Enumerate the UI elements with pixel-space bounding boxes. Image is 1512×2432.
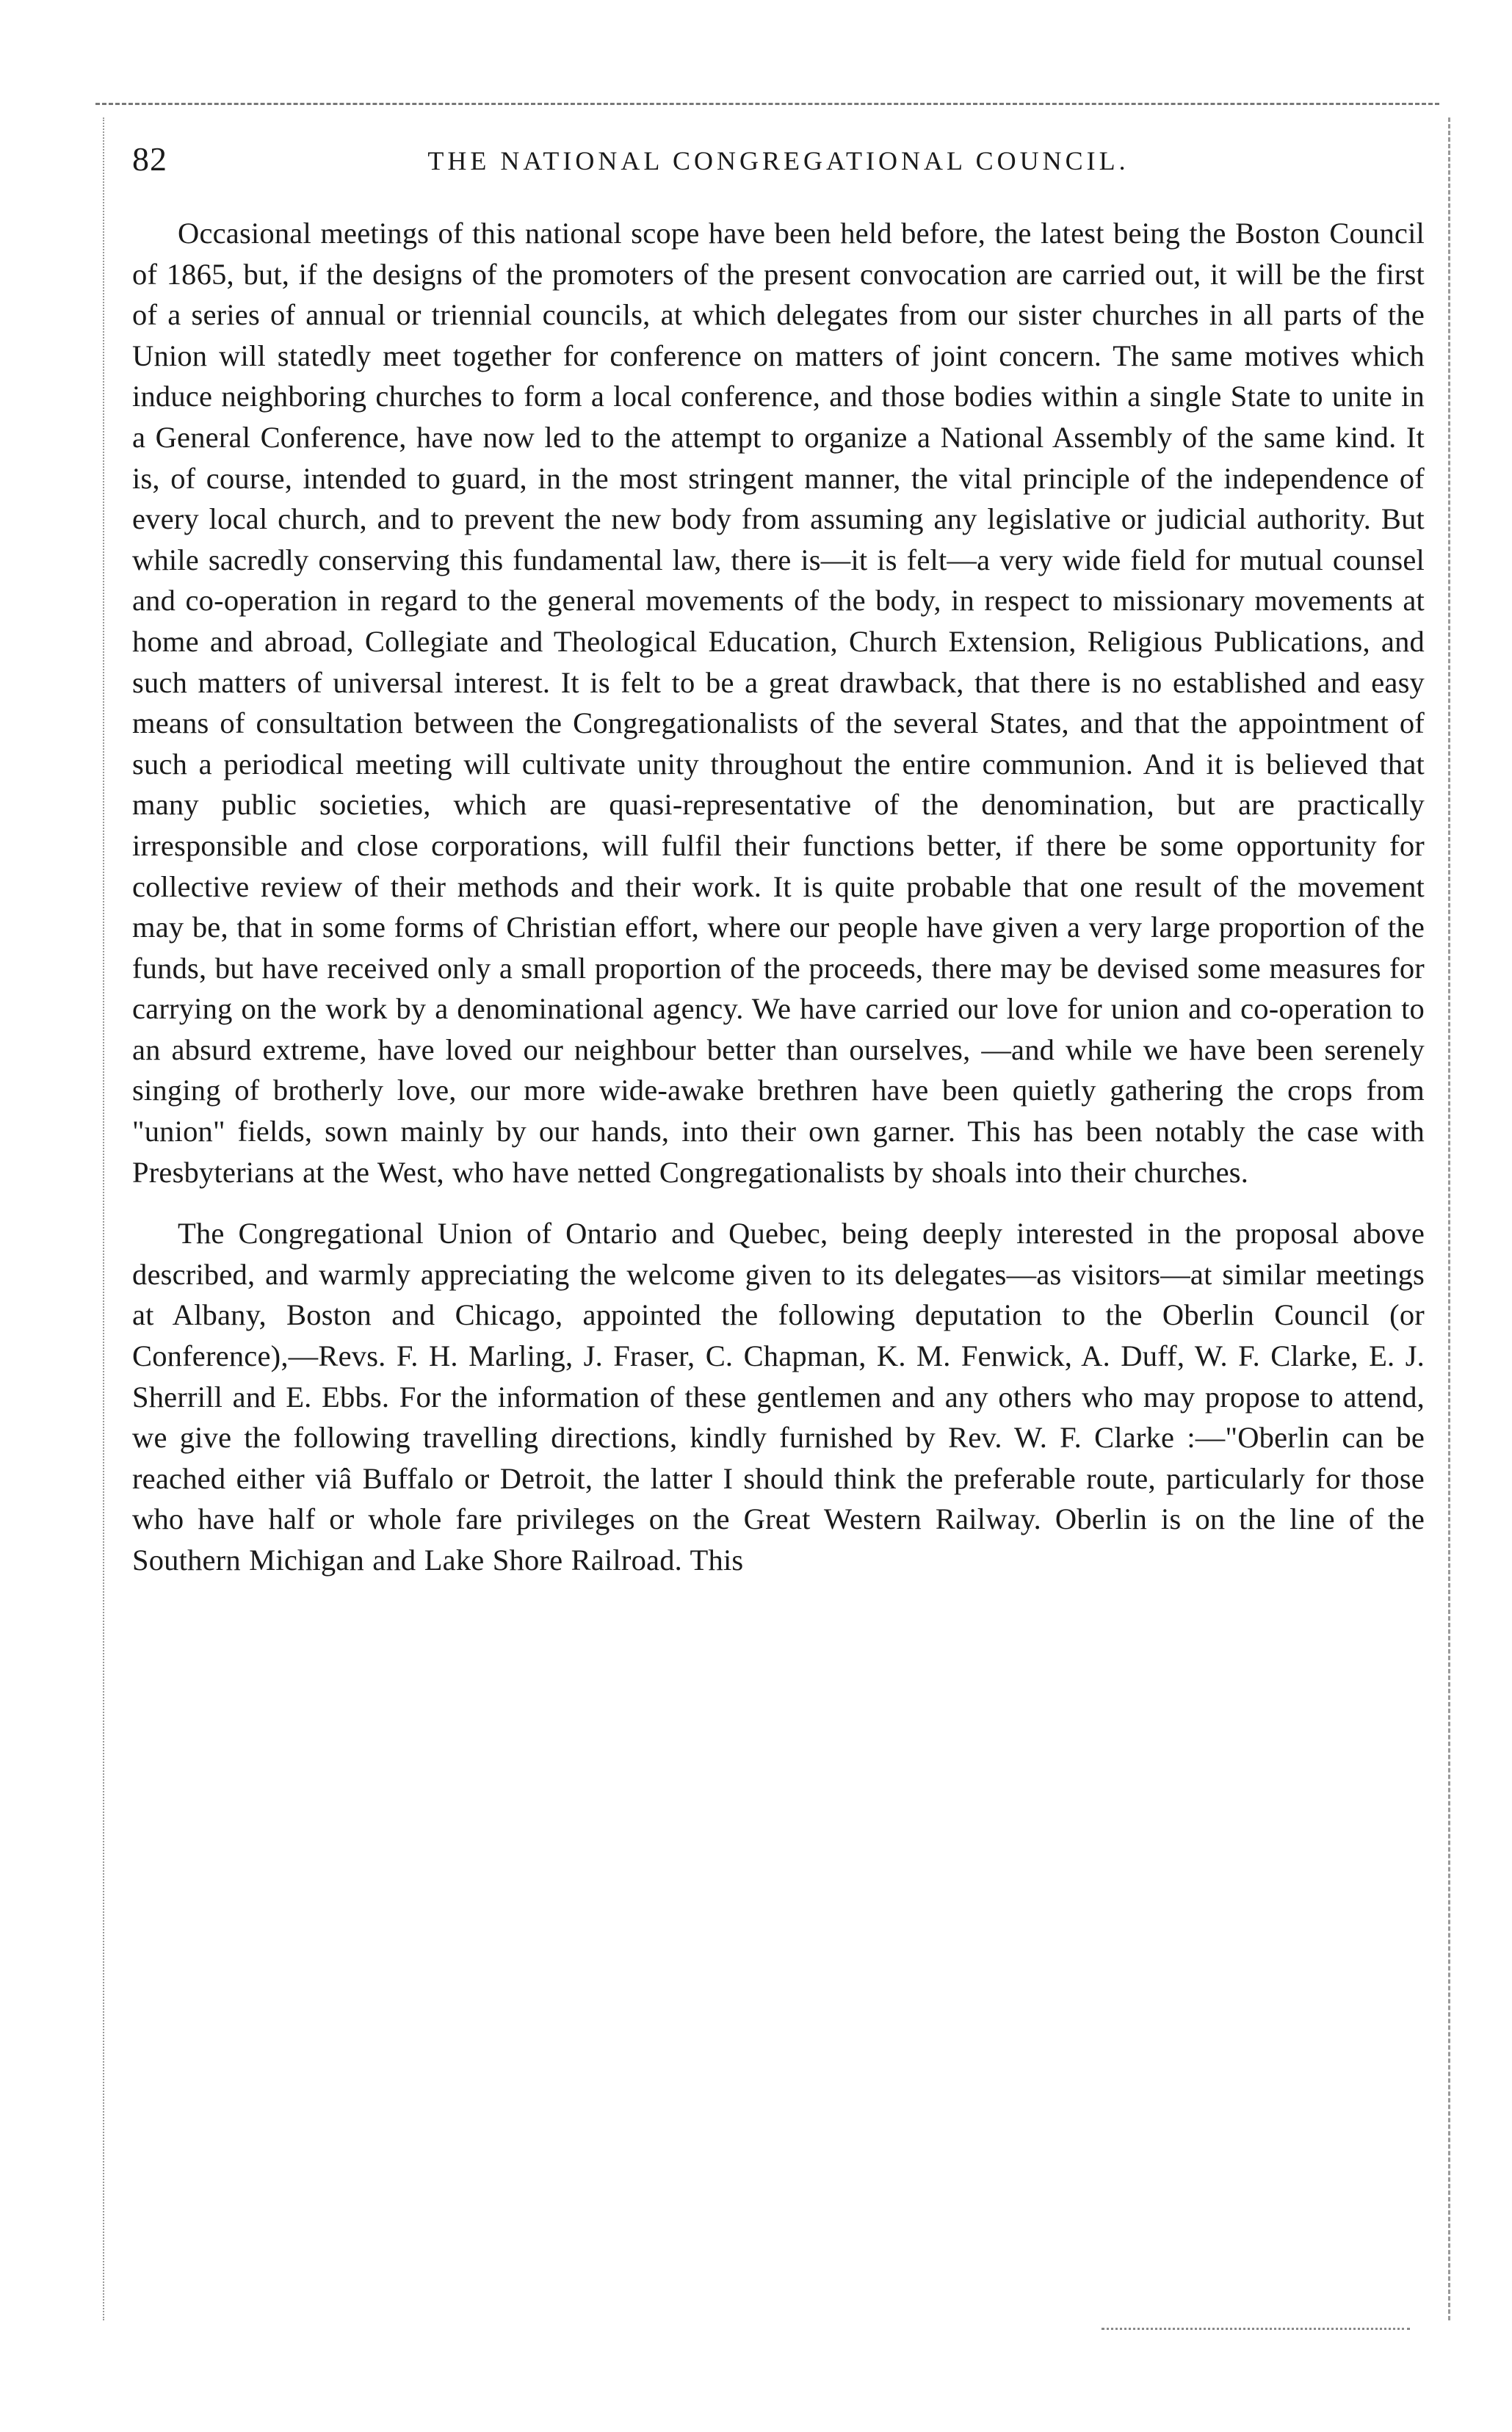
page-number: 82: [132, 140, 167, 178]
bottom-edge-rule: [1102, 2328, 1410, 2330]
paragraph: Occasional meetings of this national scope have been held before, the latest being the Boston Council of 1865, but, if the designs of the promoters of the present convocation are carried out, it will be the first of a series of annual or triennial councils, at which delegates from our sister churches in all parts of the Union will statedly meet together for conference on matters of joint concern. The same motives which induce neighboring churches to form a local conference, and those bodies within a single State to unite in a General Conference, have now led to the attempt to organize a National Assembly of the same kind. It is, of course, intended to guard, in the most stringent manner, the vital principle of the independence of every local church, and to prevent the new body from assuming any legislative or judicial authority. But while sacredly conserving this fundamental law, there is—it is felt—a very wide field for mutual counsel and co-operation in regard to the general movements of the body, in respect to missionary movements at home and abroad, Collegiate and Theological Education, Church Extension, Religious Publications, and such matters of universal interest. It is felt to be a great drawback, that there is no established and easy means of consultation between the Congregationalists of the several States, and that the appointment of such a periodical meeting will cultivate unity throughout the entire communion. And it is believed that many public societies, which are quasi-representative of the denomination, but are practically irresponsible and close corporations, will fulfil their functions better, if there be some opportunity for collective review of their methods and their work. It is quite probable that one result of the movement may be, that in some forms of Christian effort, where our people have given a very large proportion of the funds, but have received only a small proportion of the proceeds, there may be devised some measures for carrying on the work by a denominational agency. We have carried our love for union and co-operation to an absurd extreme, have loved our neighbour better than ourselves, —and while we have been serenely singing of brotherly love, our more wide-awake brethren have been quietly gathering the crops from "union" fields, sown mainly by our hands, into their own garner. This has been notably the case with Presbyterians at the West, who have netted Congregationalists by shoals into their churches.: [132, 217, 1425, 1189]
paragraph: The Congregational Union of Ontario and Quebec, being deeply interested in the proposal above described, and warmly appreciating the welcome given to its delegates—as visitors—at similar meetings at Albany, Boston and Chicago, appointed the following deputation to the Oberlin Council (or Conference),—Revs. F. H. Marling, J. Fraser, C. Chapman, K. M. Fenwick, A. Duff, W. F. Clarke, E. J. Sherrill and E. Ebbs. For the information of these gentlemen and any others who may propose to attend, we give the following travelling directions, kindly furnished by Rev. W. F. Clarke :—"Oberlin can be reached either viâ Buffalo or Detroit, the latter I should think the preferable route, particularly for those who have half or whole fare privileges on the Great Western Railway. Oberlin is on the line of the Southern Michigan and Lake Shore Railroad. This: [132, 1217, 1425, 1577]
page-header: [132, 140, 1425, 184]
body-text: [132, 213, 1425, 1581]
running-head: THE NATIONAL CONGREGATIONAL COUNCIL.: [427, 146, 1129, 175]
left-page-edge: [103, 117, 104, 2320]
top-edge-rule: [95, 103, 1439, 105]
right-page-edge: [1448, 117, 1450, 2320]
